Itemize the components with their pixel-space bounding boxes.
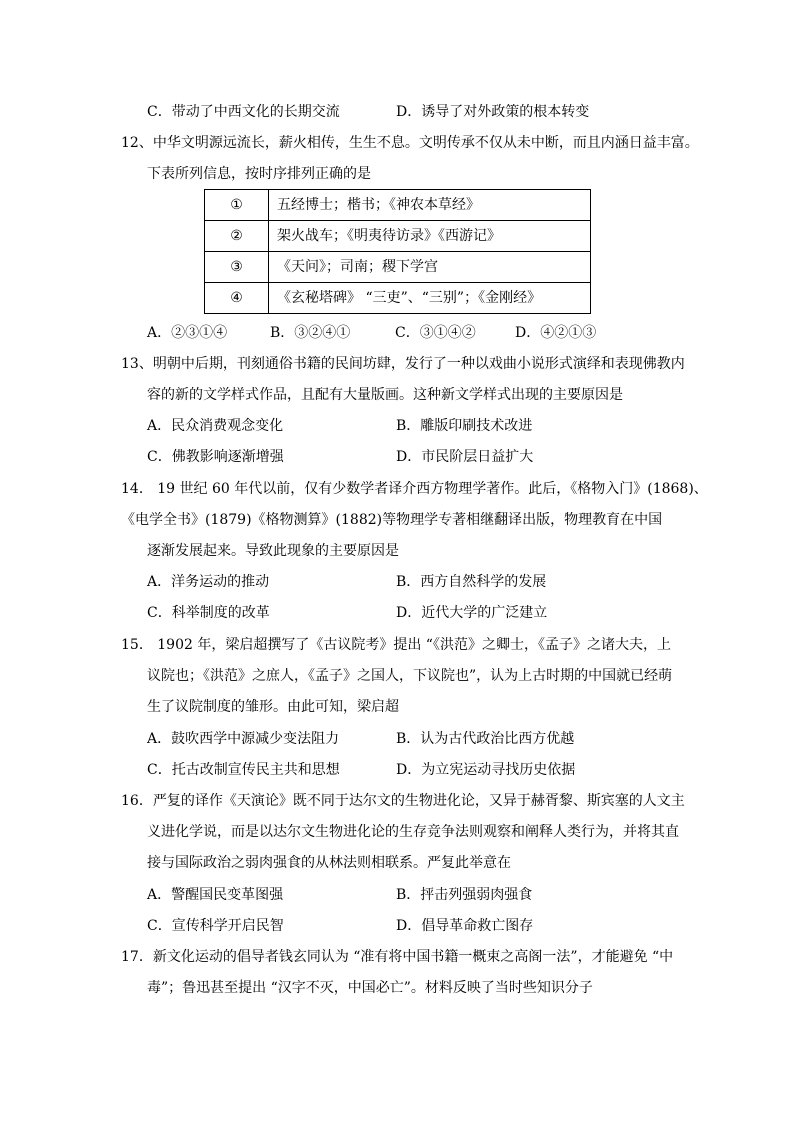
q16-option-b: B．抨击列强弱肉强食 — [396, 887, 533, 903]
q12-option-a: A．②③①④ — [147, 325, 228, 341]
q12-info-table — [204, 189, 591, 314]
q14-stem-line1: 14． 19 世纪 60 年代以前，仅有少数学者译介西方物理学著作。此后，《格物入门》(1868)、 — [121, 481, 708, 497]
q14-stem-line3: 逐渐发展起来。导致此现象的主要原因是 — [147, 543, 399, 559]
q14-option-a: A．洋务运动的推动 — [147, 574, 270, 590]
q17-stem-line2: 毒”；鲁迅甚至提出 “汉字不灭，中国必亡”。材料反映了当时些知识分子 — [147, 980, 593, 996]
q17-stem-line1: 17．新文化运动的倡导者钱玄同认为 “准有将中国书籍一概束之高阁一法”，才能避免 “中 — [121, 949, 674, 965]
q15-option-d: D．为立宪运动寻找历史依据 — [396, 762, 576, 778]
q13-stem-line2: 容的新的文学样式作品，且配有大量版画。这种新文学样式出现的主要原因是 — [147, 387, 623, 403]
q13-option-c: C．佛教影响逐渐增强 — [147, 449, 284, 465]
q15-option-c: C．托古改制宣传民主共和思想 — [147, 762, 340, 778]
q16-option-d: D．倡导革命救亡图存 — [396, 918, 534, 934]
table-cell-index: ① — [205, 190, 269, 221]
q16-stem-line2: 义进化学说，而是以达尔文生物进化论的生存竞争法则观察和阐释人类行为，并将其直 — [147, 824, 679, 840]
table-cell-index: ④ — [205, 283, 269, 314]
q15-option-a: A．鼓吹西学中源减少变法阻力 — [147, 731, 340, 747]
q13-option-a: A．民众消费观念变化 — [147, 418, 284, 434]
q15-option-b: B．认为古代政治比西方优越 — [396, 731, 575, 747]
q16-option-a: A．警醒国民变革图强 — [147, 887, 284, 903]
q14-option-b: B．西方自然科学的发展 — [396, 574, 547, 590]
table-cell-content: 五经博士；楷书；《神农本草经》 — [269, 190, 591, 221]
q15-stem-line2: 议院也；《洪范》之庶人，《孟子》之国人，下议院也”，认为上古时期的中国就已经萌 — [147, 668, 673, 684]
table-cell-content: 架火战车；《明夷待访录》《西游记》 — [269, 221, 591, 252]
q12-option-c: C．③①④② — [395, 325, 476, 341]
q14-stem-line2: 《电学全书》(1879)《格物测算》(1882)等物理学专著相继翻译出版，物理教育在中国 — [121, 512, 663, 528]
q11-option-c: C．带动了中西文化的长期交流 — [147, 104, 340, 120]
q14-option-c: C．科举制度的改革 — [147, 605, 270, 621]
q11-option-d: D．诱导了对外政策的根本转变 — [396, 104, 590, 120]
table-row — [205, 283, 591, 314]
q13-option-d: D．市民阶层日益扩大 — [396, 449, 534, 465]
q12-stem-line1: 12、中华文明源远流长，薪火相传，生生不息。文明传承不仅从未中断，而且内涵日益丰富。 — [121, 135, 699, 151]
q16-stem-line3: 接与国际政治之弱肉强食的从林法则相联系。严复此举意在 — [147, 855, 511, 871]
q13-option-b: B．雕版印刷技术改进 — [396, 418, 533, 434]
table-cell-content: 《玄秘塔碑》 “三吏”、“三别”；《金刚经》 — [269, 283, 591, 314]
table-row — [205, 221, 591, 252]
q13-stem-line1: 13、明朝中后期，刊刻通俗书籍的民间坊肆，发行了一种以戏曲小说形式演绎和表现佛教内 — [121, 356, 685, 372]
table-cell-index: ② — [205, 221, 269, 252]
q16-option-c: C．宣传科学开启民智 — [147, 918, 284, 934]
table-cell-index: ③ — [205, 252, 269, 283]
q12-stem-line2: 下表所列信息，按时序排列正确的是 — [147, 166, 371, 182]
q15-stem-line3: 生了议院制度的雏形。由此可知，梁启超 — [147, 699, 399, 715]
table-row — [205, 190, 591, 221]
table-cell-content: 《天问》；司南；稷下学宫 — [269, 252, 591, 283]
table-row — [205, 252, 591, 283]
q12-option-d: D．④②①③ — [515, 325, 597, 341]
q16-stem-line1: 16．严复的译作《天演论》既不同于达尔文的生物进化论，又异于赫胥黎、斯宾塞的人文主 — [121, 793, 685, 809]
q12-option-b: B．③②④① — [270, 325, 351, 341]
q15-stem-line1: 15． 1902 年，梁启超撰写了《古议院考》提出 “《洪范》之卿士，《孟子》之诸大夫，上 — [121, 637, 671, 653]
q14-option-d: D．近代大学的广泛建立 — [396, 605, 548, 621]
